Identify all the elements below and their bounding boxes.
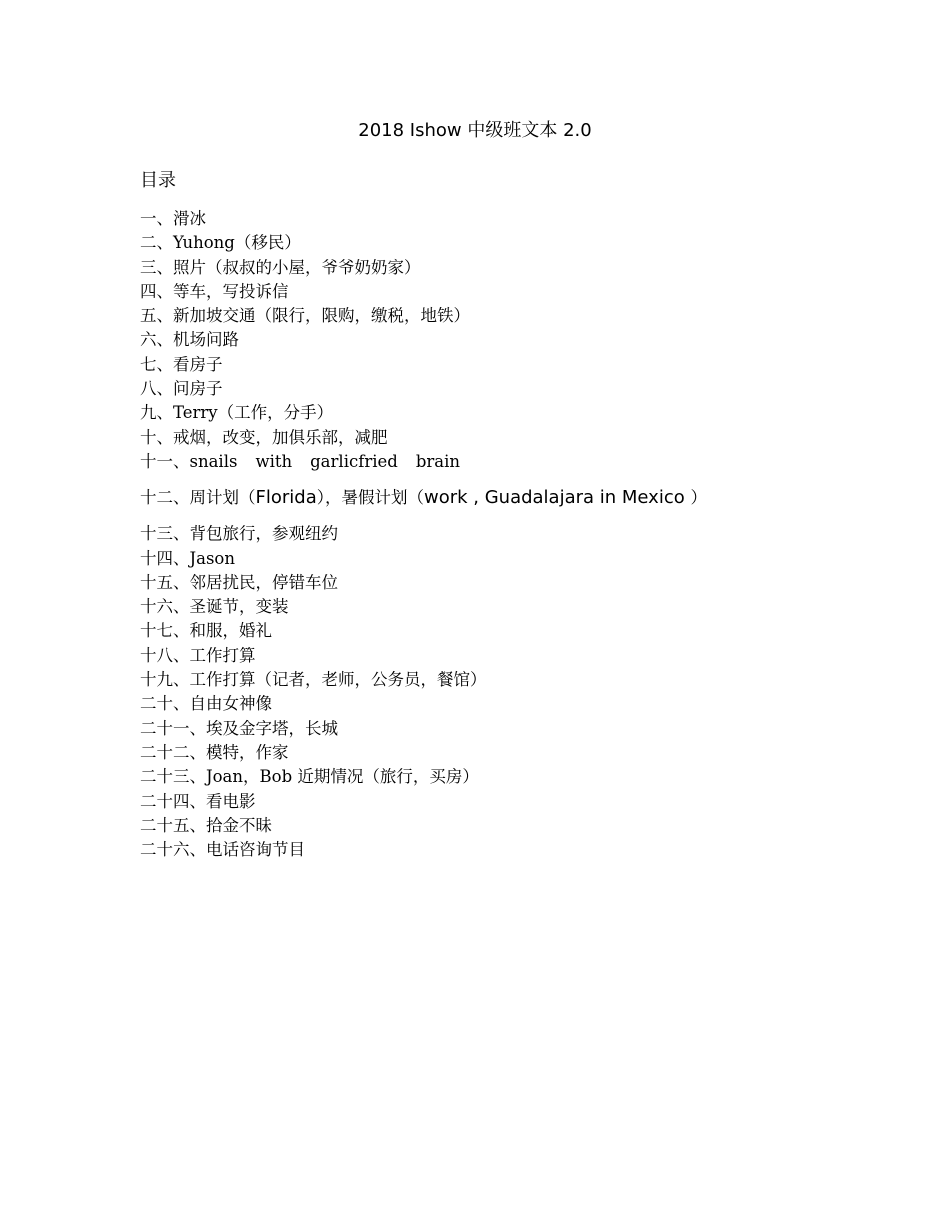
toc-item: 十三、背包旅行，参观纽约 bbox=[140, 524, 338, 544]
toc-item: 二十四、看电影 bbox=[140, 791, 256, 811]
toc-item-11-prefix: 十一、snails bbox=[140, 451, 238, 471]
toc-item: 十六、圣诞节，变装 bbox=[140, 597, 289, 617]
toc-item: 十、戒烟，改变，加俱乐部，减肥 bbox=[140, 427, 388, 447]
toc-item: 十四、Jason bbox=[140, 548, 235, 568]
toc-item: 一、滑冰 bbox=[140, 209, 206, 228]
toc-item-11-word: brain bbox=[415, 451, 461, 471]
toc-item: 八、问房子 bbox=[140, 379, 223, 399]
toc-item: 二十六、电话咨询节目 bbox=[140, 840, 305, 860]
toc-item: 十九、工作打算（记者，老师，公务员，餐馆） bbox=[140, 670, 487, 690]
toc-item-12-prefix: 十二、周计划（ bbox=[140, 488, 256, 508]
toc-list bbox=[140, 207, 880, 862]
toc-item: 三、照片（叔叔的小屋，爷爷奶奶家） bbox=[140, 257, 421, 277]
toc-item: 七、看房子 bbox=[140, 354, 223, 374]
toc-item: 十七、和服，婚礼 bbox=[140, 621, 272, 641]
toc-item-11-word: garlicfried bbox=[310, 451, 398, 471]
document-title: 2018 Ishow 中级班文本 2.0 bbox=[358, 120, 592, 141]
toc-item: 十八、工作打算 bbox=[140, 645, 256, 665]
toc-item: 十五、邻居扰民，停错车位 bbox=[140, 572, 338, 592]
toc-item: 二十一、埃及金字塔，长城 bbox=[140, 718, 338, 738]
toc-item: 二十二、模特，作家 bbox=[140, 742, 289, 762]
toc-item-12-work: work , Guadalajara in Mexico bbox=[423, 487, 691, 509]
toc-item-12-suffix: ） bbox=[690, 488, 707, 508]
toc-item: 六、机场问路 bbox=[140, 330, 239, 350]
toc-item-12-middle: ），暑假计划（ bbox=[316, 488, 424, 508]
toc-item-12-florida: Florida bbox=[255, 487, 317, 509]
toc-item: 二十五、拾金不昧 bbox=[140, 815, 272, 835]
toc-item: 四、等车，写投诉信 bbox=[140, 281, 289, 301]
toc-item: 五、新加坡交通（限行，限购，缴税，地铁） bbox=[140, 306, 470, 326]
toc-item-12 bbox=[140, 474, 880, 522]
toc-item: 二十三、Joan，Bob 近期情况（旅行，买房） bbox=[140, 767, 479, 787]
toc-item: 二十、自由女神像 bbox=[140, 694, 272, 714]
toc-item-11 bbox=[140, 450, 880, 474]
toc-item: 二、Yuhong（移民） bbox=[140, 233, 301, 253]
toc-heading: 目录 bbox=[140, 170, 176, 191]
toc-item-11-word: with bbox=[255, 451, 293, 471]
toc-item: 九、Terry（工作，分手） bbox=[140, 403, 334, 423]
